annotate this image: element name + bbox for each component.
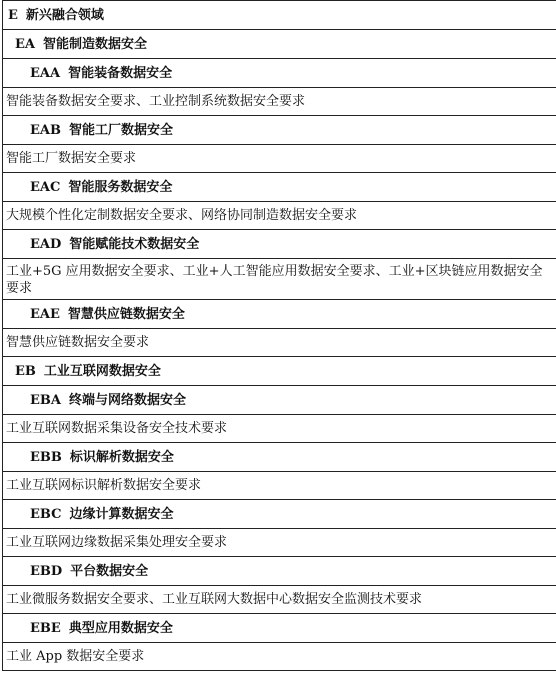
category-title: 边缘计算数据安全	[69, 506, 174, 522]
category-code: EAC	[30, 179, 61, 195]
category-heading	[3, 300, 556, 329]
content-text: 智能工厂数据安全要求	[6, 151, 137, 166]
category-content	[3, 415, 556, 443]
content-text: 工业互联网标识解析数据安全要求	[6, 478, 202, 493]
category-code: EAA	[30, 65, 61, 81]
content-text: 工业微服务数据安全要求、工业互联网大数据中心数据安全监测技术要求	[6, 592, 423, 607]
category-heading	[3, 500, 556, 529]
content-text: 工业互联网边缘数据采集处理安全要求	[6, 535, 228, 550]
category-heading	[3, 386, 556, 415]
category-content	[3, 643, 556, 671]
category-code: EAE	[30, 306, 60, 322]
category-content	[3, 145, 556, 173]
category-content	[3, 88, 556, 116]
category-heading	[3, 614, 556, 643]
standards-table	[2, 0, 556, 671]
section-title: 新兴融合领域	[25, 7, 104, 23]
category-heading	[3, 59, 556, 88]
category-title: 智能工厂数据安全	[68, 122, 173, 138]
category-content	[3, 529, 556, 557]
category-code: EBB	[30, 449, 62, 465]
category-heading	[3, 173, 556, 202]
category-title: 平台数据安全	[70, 563, 149, 579]
content-text: 智慧供应链数据安全要求	[6, 335, 150, 350]
category-code: EAD	[30, 236, 62, 252]
category-title: 终端与网络数据安全	[68, 392, 186, 408]
subsection-title: 工业互联网数据安全	[43, 363, 161, 379]
subsection-code: EB	[15, 363, 36, 379]
content-text: 智能装备数据安全要求、工业控制系统数据安全要求	[6, 94, 306, 109]
category-title: 典型应用数据安全	[68, 620, 173, 636]
category-heading	[3, 116, 556, 145]
subsection-heading	[3, 357, 556, 386]
category-content	[3, 259, 556, 300]
content-text: 工业 App 数据安全要求	[6, 649, 145, 664]
category-title: 智能装备数据安全	[68, 65, 173, 81]
category-content	[3, 472, 556, 500]
category-content	[3, 202, 556, 230]
subsection-code: EA	[15, 36, 35, 52]
category-code: EBE	[30, 620, 61, 636]
subsection-title: 智能制造数据安全	[43, 36, 148, 52]
content-text: 工业+5G 应用数据安全要求、工业+人工智能应用数据安全要求、工业+区块链应用数据安全要求	[6, 264, 543, 296]
category-code: EBA	[30, 392, 61, 408]
content-text: 工业互联网数据采集设备安全技术要求	[6, 421, 228, 436]
category-heading	[3, 230, 556, 259]
category-heading	[3, 557, 556, 586]
category-title: 智能服务数据安全	[68, 179, 173, 195]
content-text: 大规模个性化定制数据安全要求、网络协同制造数据安全要求	[6, 208, 358, 223]
category-title: 智能赋能技术数据安全	[69, 236, 200, 252]
section-code: E	[8, 7, 18, 23]
category-heading	[3, 443, 556, 472]
category-code: EBC	[30, 506, 62, 522]
category-content	[3, 586, 556, 614]
subsection-heading	[3, 30, 556, 59]
category-code: EAB	[30, 122, 61, 138]
category-title: 智慧供应链数据安全	[67, 306, 185, 322]
category-code: EBD	[30, 563, 63, 579]
category-title: 标识解析数据安全	[69, 449, 174, 465]
category-content	[3, 329, 556, 357]
section-heading	[3, 1, 556, 30]
